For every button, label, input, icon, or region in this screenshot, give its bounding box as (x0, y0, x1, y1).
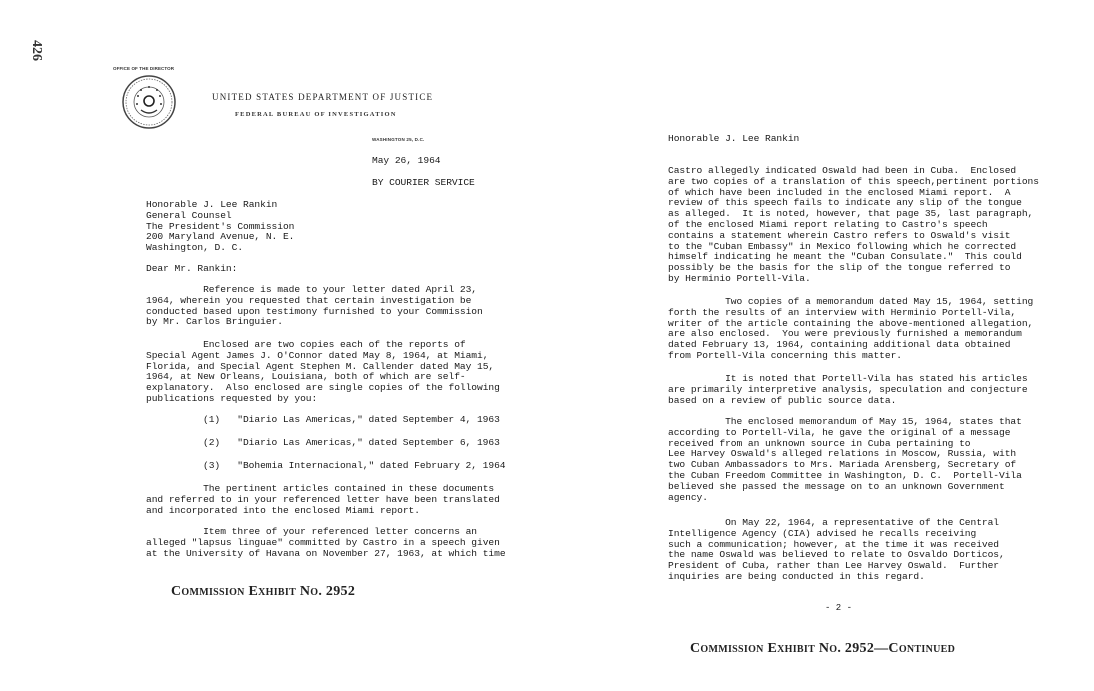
text-line: to the "Cuban Embassy" in Mexico following which he corrected (668, 240, 1017, 252)
paragraph (146, 285, 483, 328)
paragraph (668, 374, 1028, 406)
text-line: 1964, at New Orleans, Louisiana, both of which are self- (146, 371, 466, 383)
letter-date: May 26, 1964 (372, 155, 441, 166)
text-line: such a communication; however, at the time it was received (668, 538, 1000, 550)
list-text: "Diario Las Americas," dated September 4, 1963 (237, 414, 500, 425)
paragraph (668, 297, 1033, 362)
text-line: publications requested by you: (146, 392, 318, 404)
list-text: "Diario Las Americas," dated September 6, 1963 (237, 437, 500, 448)
paragraph (668, 166, 1039, 285)
list-item (203, 438, 500, 449)
text-line: contains a statement wherein Castro refers to Oswald's visit (668, 229, 1011, 241)
paragraph (668, 518, 1005, 583)
office-of-director-label: OFFICE OF THE DIRECTOR (113, 66, 175, 71)
list-number: (2) (203, 437, 221, 448)
exhibit-caption-continued: Commission Exhibit No. 2952—Continued (690, 641, 956, 656)
paragraph (146, 340, 500, 405)
text-line: President of Cuba, rather than Lee Harvey Oswald. Further (668, 560, 1000, 572)
address-line: The President's Commission (146, 220, 295, 232)
text-line: review of this speech fails to indicate any slip of the tongue (668, 197, 1022, 209)
text-line: the Cuban Freedom Committee in Washington, D. C. Portell-Vila (668, 469, 1022, 481)
fbi-seal-icon (121, 74, 177, 130)
text-line: Enclosed are two copies each of the reports of (146, 339, 466, 350)
text-line: and incorporated into the enclosed Miami report. (146, 504, 420, 516)
text-line: according to Portell-Vila, he gave the original of a message (668, 426, 1011, 438)
text-line: are also enclosed. You were previously furnished a memorandum (668, 328, 1022, 340)
bureau-heading: FEDERAL BUREAU OF INVESTIGATION (235, 111, 397, 118)
text-line: from Portell-Vila concerning this matter. (668, 349, 902, 361)
address-line: Washington, D. C. (146, 242, 244, 254)
text-line: Intelligence Agency (CIA) advised he recalls receiving (668, 527, 977, 539)
paragraph (668, 417, 1022, 503)
text-line: believed she passed the message on to an unknown Government (668, 480, 1005, 492)
list-number: (1) (203, 414, 221, 425)
text-line: inquiries are being conducted in this regard. (668, 570, 925, 582)
address-line: 200 Maryland Avenue, N. E. (146, 231, 295, 243)
text-line: 1964, wherein you requested that certain investigation be (146, 294, 472, 306)
paragraph (146, 484, 500, 516)
text-line: writer of the article containing the above-mentioned allegation, (668, 317, 1034, 329)
text-line: the name Oswald was believed to relate to Osvaldo Dorticos, (668, 549, 1005, 561)
text-line: two Cuban Ambassadors to Mrs. Mariada Arensberg, Secretary of (668, 459, 1017, 471)
list-item (203, 415, 500, 426)
text-line: The enclosed memorandum of May 15, 1964, states that (668, 416, 1022, 427)
text-line: by Mr. Carlos Bringuier. (146, 316, 283, 328)
text-line: On May 22, 1964, a representative of the Central (668, 517, 1000, 528)
text-line: himself indicating he meant the "Cuban Consulate." This could (668, 251, 1022, 263)
paragraph (146, 527, 506, 559)
text-line: Florida, and Special Agent Stephen M. Callender dated May 15, (146, 360, 495, 372)
text-line: are primarily interpretive analysis, speculation and conjecture (668, 383, 1028, 395)
text-line: of the enclosed Miami report relating to Castro's speech (668, 218, 988, 230)
text-line: are two copies of a translation of this speech,pertinent portions (668, 175, 1039, 187)
text-line: agency. (668, 491, 708, 503)
text-line: Special Agent James J. O'Connor dated May 8, 1964, at Miami, (146, 349, 489, 361)
text-line: at the University of Havana on November 27, 1963, at which time (146, 547, 506, 559)
list-item (203, 461, 506, 472)
text-line: of which have been included in the enclosed Miami report. A (668, 186, 1011, 198)
department-heading: UNITED STATES DEPARTMENT OF JUSTICE (212, 92, 434, 102)
page-marker: - 2 - (825, 603, 853, 613)
text-line: Castro allegedly indicated Oswald had been in Cuba. Enclosed (668, 165, 1017, 176)
text-line: based on a review of public source data. (668, 394, 897, 406)
page2-addressee: Honorable J. Lee Rankin (668, 133, 800, 144)
text-line: The pertinent articles contained in these documents (146, 483, 495, 494)
text-line: dated February 13, 1964, containing additional data obtained (668, 339, 1011, 351)
text-line: explanatory. Also enclosed are single copies of the following (146, 382, 500, 394)
address-line: General Counsel (146, 209, 232, 221)
text-line: by Herminio Portell-Vila. (668, 272, 811, 284)
text-line: Two copies of a memorandum dated May 15, 1964, setting (668, 296, 1034, 307)
text-line: alleged "lapsus linguae" committed by Castro in a speech given (146, 536, 500, 548)
text-line: received from an unknown source in Cuba pertaining to (668, 437, 971, 449)
text-line: It is noted that Portell-Vila has stated his articles (668, 373, 1028, 384)
list-number: (3) (203, 460, 221, 471)
text-line: Item three of your referenced letter concerns an (146, 526, 478, 537)
delivery-method: BY COURIER SERVICE (372, 177, 475, 188)
exhibit-caption: Commission Exhibit No. 2952 (171, 584, 356, 599)
text-line: Reference is made to your letter dated April 23, (146, 284, 478, 295)
list-text: "Bohemia Internacional," dated February 2, 1964 (237, 460, 506, 471)
page-number: 426 (29, 40, 44, 61)
salutation: Dear Mr. Rankin: (146, 263, 238, 274)
location-label: WASHINGTON 25, D.C. (372, 137, 425, 142)
recipient-address (146, 200, 294, 254)
text-line: Lee Harvey Oswald's alleged relations in Moscow, Russia, with (668, 448, 1017, 460)
text-line: and referred to in your referenced letter have been translated (146, 493, 500, 505)
text-line: possibly be the basis for the slip of the tongue referred to (668, 262, 1011, 274)
address-line: Honorable J. Lee Rankin (146, 199, 278, 210)
text-line: conducted based upon testimony furnished to your Commission (146, 305, 483, 317)
text-line: as alleged. It is noted, however, that page 35, last paragraph, (668, 208, 1034, 220)
text-line: forth the results of an interview with Herminio Portell-Vila, (668, 306, 1017, 318)
